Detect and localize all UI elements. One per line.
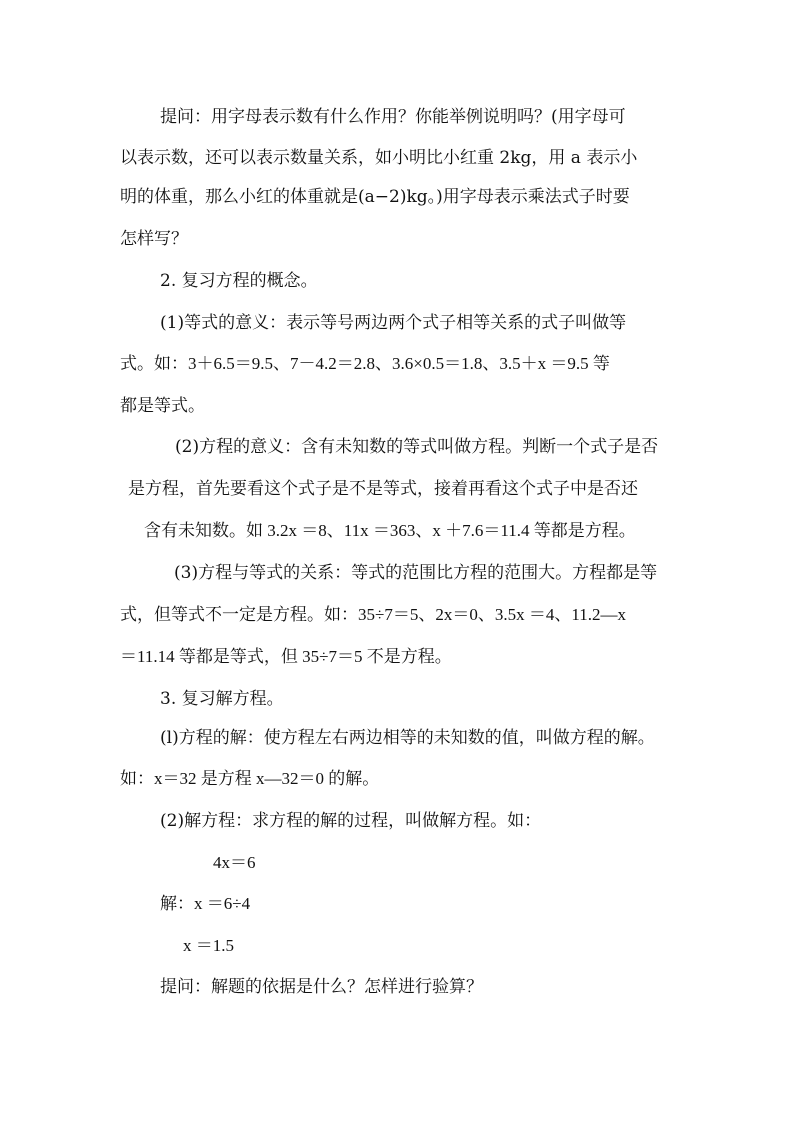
paragraph-line: 明的体重，那么小红的体重就是(a−2)kg。)用字母表示乘法式子时要 <box>120 187 630 207</box>
paragraph-line: 如：x＝32 是方程 x—32＝0 的解。 <box>120 769 380 788</box>
paragraph-line: (1)等式的意义：表示等号两边两个式子相等关系的式子叫做等 <box>160 313 627 333</box>
equation-line: 解：x ＝6÷4 <box>160 894 251 913</box>
paragraph-line: 式，但等式不一定是方程。如：35÷7＝5、2x＝0、3.5x ＝4、11.2—x <box>120 605 626 624</box>
paragraph-line: 是方程，首先要看这个式子是不是等式，接着再看这个式子中是否还 <box>128 479 638 499</box>
paragraph-line: 含有未知数。如 3.2x ＝8、11x ＝363、x ＋7.6＝11.4 等都是方程。 <box>144 521 636 540</box>
section-heading: 2. 复习方程的概念。 <box>160 271 318 291</box>
section-heading: 3. 复习解方程。 <box>160 689 284 709</box>
paragraph-line: 提问：解题的依据是什么？怎样进行验算？ <box>160 977 483 997</box>
paragraph-line: 式。如：3＋6.5＝9.5、7－4.2＝2.8、3.6×0.5＝1.8、3.5＋x ＝9.5 等 <box>120 354 610 373</box>
paragraph-line: (3)方程与等式的关系：等式的范围比方程的范围大。方程都是等 <box>174 563 658 583</box>
equation-line: 4x＝6 <box>213 853 256 872</box>
paragraph-line: 提问：用字母表示数有什么作用？你能举例说明吗？(用字母可 <box>160 107 626 127</box>
paragraph-line: 都是等式。 <box>120 396 205 416</box>
equation-line: x ＝1.5 <box>183 936 234 955</box>
paragraph-line: (2)解方程：求方程的解的过程，叫做解方程。如： <box>160 811 542 831</box>
paragraph-line: (l)方程的解：使方程左右两边相等的未知数的值，叫做方程的解。 <box>160 728 655 748</box>
paragraph-line: 以表示数，还可以表示数量关系，如小明比小红重 2kg，用 a 表示小 <box>120 148 638 168</box>
paragraph-line: 怎样写？ <box>120 229 188 249</box>
paragraph-line: (2)方程的意义：含有未知数的等式叫做方程。判断一个式子是否 <box>175 437 659 457</box>
paragraph-line: ＝11.14 等都是等式，但 35÷7＝5 不是方程。 <box>120 647 452 666</box>
